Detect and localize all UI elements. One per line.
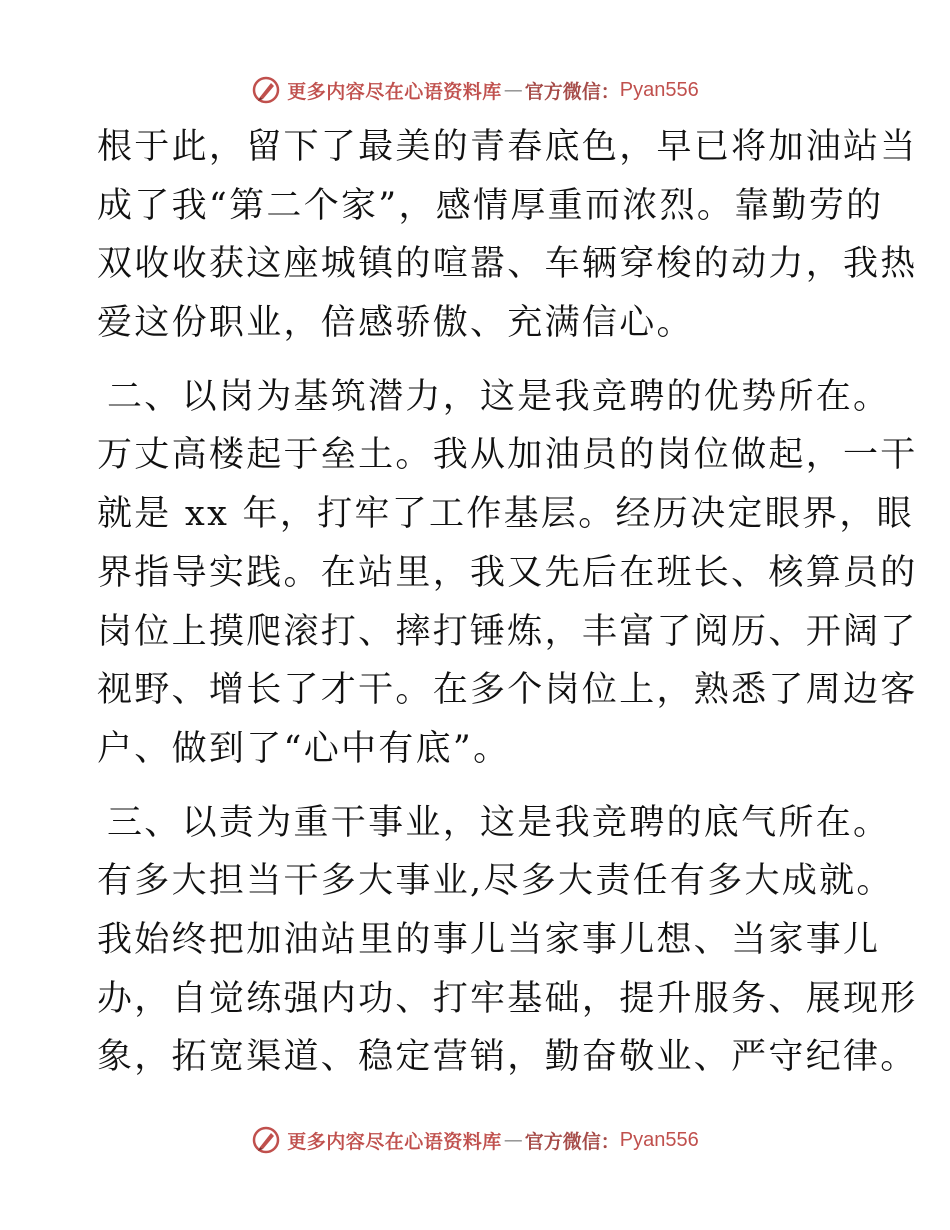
header-banner	[0, 70, 950, 110]
section-heading-2: 二、以岗为基筑潜力，这是我竞聘的优势所在。	[107, 376, 891, 417]
document-body	[97, 118, 918, 1087]
section-heading-3: 三、以责为重干事业，这是我竞聘的底气所在。	[107, 802, 891, 843]
text-line: 岗位上摸爬滚打、摔打锤炼，丰富了阅历、开阔了	[97, 611, 918, 652]
text-line: 象，拓宽渠道、稳定营销，勤奋敬业、严守纪律。	[97, 1037, 918, 1078]
text-line: 界指导实践。在站里，我又先后在班长、核算员的	[97, 552, 918, 593]
paragraph-2	[97, 368, 918, 779]
text-line: 万丈高楼起于垒土。我从加油员的岗位做起，一干	[97, 435, 918, 476]
banner-official-label: 官方微信：	[524, 1130, 620, 1153]
text-line: 根于此，留下了最美的青春底色，早已将加油站当	[97, 127, 918, 167]
text-line: 就是 xx 年，打牢了工作基层。经历决定眼界，眼	[97, 494, 914, 535]
banner-wechat-id: Pyan556	[619, 1128, 699, 1151]
banner-main-text: 更多内容尽在心语资料库	[287, 1130, 502, 1153]
text-line: 爱这份职业，倍感骄傲、充满信心。	[97, 303, 694, 344]
text-line: 视野、增长了才干。在多个岗位上，熟悉了周边客	[97, 670, 918, 711]
banner-official-label: 官方微信：	[524, 80, 620, 103]
text-line: 户、做到了“心中有底”。	[97, 728, 511, 769]
banner-dash: —	[503, 1129, 523, 1151]
paragraph-3	[97, 794, 918, 1087]
pen-logo-icon	[251, 1125, 281, 1155]
banner-main-text: 更多内容尽在心语资料库	[287, 80, 502, 103]
text-line: 双收收获这座城镇的喧嚣、车辆穿梭的动力，我热	[97, 244, 918, 285]
footer-banner	[0, 1120, 950, 1160]
banner-dash: —	[503, 79, 523, 101]
banner-wechat-id: Pyan556	[619, 78, 699, 101]
text-line: 有多大担当干多大事业,尽多大责任有多大成就。	[97, 861, 894, 902]
paragraph-1	[97, 118, 918, 353]
text-line: 我始终把加油站里的事儿当家事儿想、当家事儿	[97, 919, 881, 960]
pen-logo-icon	[251, 75, 281, 105]
text-line: 办，自觉练强内功、打牢基础，提升服务、展现形	[97, 978, 918, 1019]
text-line: 成了我“第二个家”，感情厚重而浓烈。靠勤劳的	[97, 185, 884, 226]
